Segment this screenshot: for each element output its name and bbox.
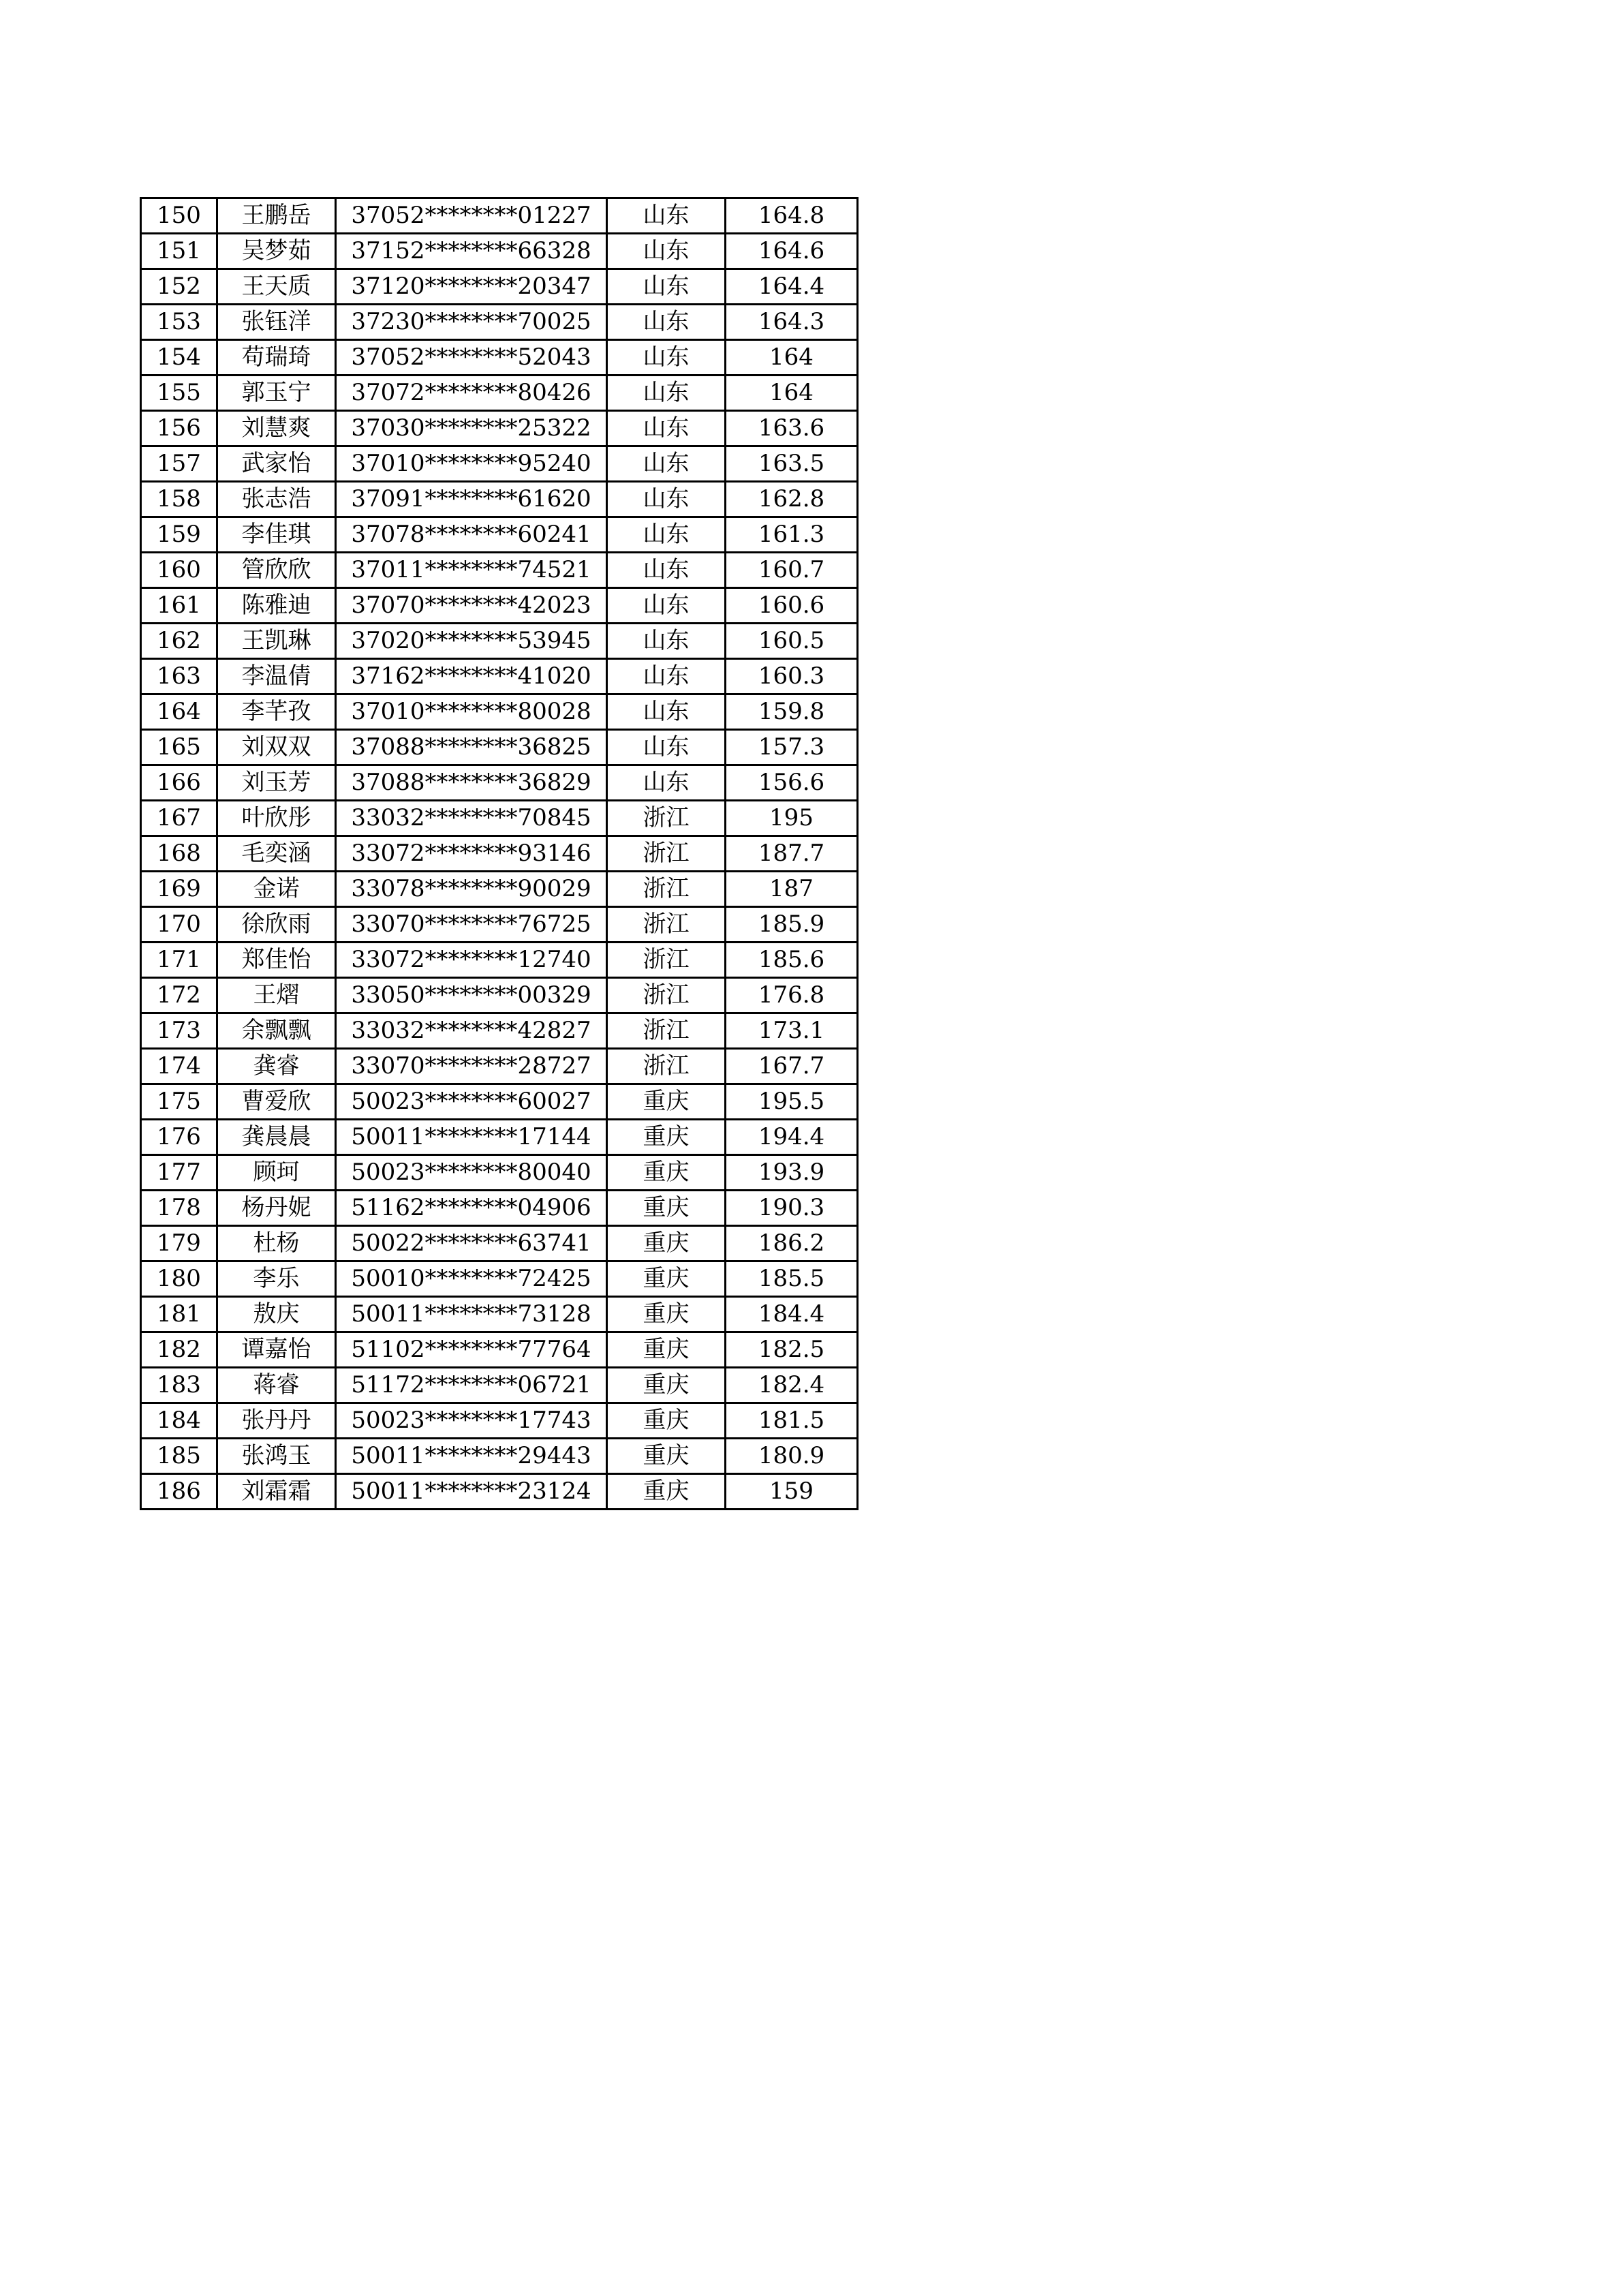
cell-province: 重庆: [607, 1439, 726, 1474]
cell-id-number: 37078********60241: [336, 517, 607, 553]
cell-name: 张钰洋: [217, 305, 336, 340]
cell-name: 刘慧爽: [217, 411, 336, 446]
cell-number: 152: [141, 269, 217, 305]
cell-score: 160.7: [726, 553, 858, 588]
table-row: [141, 730, 858, 765]
cell-score: 195.5: [726, 1084, 858, 1120]
table-row: [141, 446, 858, 482]
cell-score: 185.5: [726, 1261, 858, 1297]
cell-number: 185: [141, 1439, 217, 1474]
cell-province: 重庆: [607, 1297, 726, 1332]
cell-name: 顾珂: [217, 1155, 336, 1191]
cell-province: 山东: [607, 446, 726, 482]
table-row: [141, 801, 858, 836]
cell-id-number: 37011********74521: [336, 553, 607, 588]
cell-name: 李乐: [217, 1261, 336, 1297]
cell-id-number: 37088********36825: [336, 730, 607, 765]
table-row: [141, 1297, 858, 1332]
cell-id-number: 33078********90029: [336, 872, 607, 907]
cell-id-number: 33070********76725: [336, 907, 607, 943]
cell-id-number: 50011********73128: [336, 1297, 607, 1332]
table-row: [141, 1439, 858, 1474]
cell-province: 山东: [607, 305, 726, 340]
cell-id-number: 37070********42023: [336, 588, 607, 624]
cell-score: 156.6: [726, 765, 858, 801]
cell-name: 武家怡: [217, 446, 336, 482]
table-row: [141, 907, 858, 943]
cell-number: 181: [141, 1297, 217, 1332]
cell-name: 陈雅迪: [217, 588, 336, 624]
cell-number: 154: [141, 340, 217, 376]
cell-province: 浙江: [607, 907, 726, 943]
cell-name: 郭玉宁: [217, 376, 336, 411]
cell-score: 160.3: [726, 659, 858, 694]
cell-name: 张志浩: [217, 482, 336, 517]
cell-id-number: 37162********41020: [336, 659, 607, 694]
cell-name: 刘玉芳: [217, 765, 336, 801]
table-row: [141, 659, 858, 694]
cell-id-number: 37030********25322: [336, 411, 607, 446]
cell-number: 164: [141, 694, 217, 730]
table-row: [141, 482, 858, 517]
cell-id-number: 33032********70845: [336, 801, 607, 836]
cell-name: 张丹丹: [217, 1403, 336, 1439]
cell-score: 193.9: [726, 1155, 858, 1191]
cell-id-number: 50022********63741: [336, 1226, 607, 1261]
cell-id-number: 33032********42827: [336, 1013, 607, 1049]
cell-name: 金诺: [217, 872, 336, 907]
cell-score: 176.8: [726, 978, 858, 1013]
table-row: [141, 694, 858, 730]
cell-name: 管欣欣: [217, 553, 336, 588]
cell-id-number: 51102********77764: [336, 1332, 607, 1368]
cell-id-number: 33070********28727: [336, 1049, 607, 1084]
cell-number: 168: [141, 836, 217, 872]
cell-number: 169: [141, 872, 217, 907]
cell-number: 172: [141, 978, 217, 1013]
cell-number: 156: [141, 411, 217, 446]
cell-id-number: 37072********80426: [336, 376, 607, 411]
cell-score: 164.6: [726, 234, 858, 269]
table-row: [141, 269, 858, 305]
table-row: [141, 1226, 858, 1261]
cell-name: 杜杨: [217, 1226, 336, 1261]
cell-province: 重庆: [607, 1332, 726, 1368]
cell-province: 浙江: [607, 978, 726, 1013]
cell-score: 185.6: [726, 943, 858, 978]
cell-score: 187: [726, 872, 858, 907]
cell-province: 山东: [607, 659, 726, 694]
table-row: [141, 198, 858, 234]
cell-number: 163: [141, 659, 217, 694]
cell-score: 182.4: [726, 1368, 858, 1403]
cell-name: 苟瑞琦: [217, 340, 336, 376]
table-row: [141, 765, 858, 801]
cell-id-number: 50011********17144: [336, 1120, 607, 1155]
cell-province: 山东: [607, 482, 726, 517]
cell-id-number: 37088********36829: [336, 765, 607, 801]
cell-number: 174: [141, 1049, 217, 1084]
cell-province: 山东: [607, 765, 726, 801]
table-row: [141, 1368, 858, 1403]
cell-number: 180: [141, 1261, 217, 1297]
cell-name: 王鹏岳: [217, 198, 336, 234]
cell-name: 张鸿玉: [217, 1439, 336, 1474]
cell-number: 179: [141, 1226, 217, 1261]
cell-province: 重庆: [607, 1191, 726, 1226]
table-row: [141, 1403, 858, 1439]
cell-score: 164.8: [726, 198, 858, 234]
table-row: [141, 376, 858, 411]
cell-province: 山东: [607, 234, 726, 269]
cell-name: 李芊孜: [217, 694, 336, 730]
cell-name: 敖庆: [217, 1297, 336, 1332]
cell-id-number: 37091********61620: [336, 482, 607, 517]
cell-province: 浙江: [607, 1013, 726, 1049]
table-row: [141, 1120, 858, 1155]
cell-score: 157.3: [726, 730, 858, 765]
cell-id-number: 50023********60027: [336, 1084, 607, 1120]
cell-id-number: 51162********04906: [336, 1191, 607, 1226]
cell-number: 184: [141, 1403, 217, 1439]
cell-number: 159: [141, 517, 217, 553]
cell-province: 山东: [607, 198, 726, 234]
cell-id-number: 50023********80040: [336, 1155, 607, 1191]
cell-name: 龚睿: [217, 1049, 336, 1084]
cell-number: 175: [141, 1084, 217, 1120]
cell-number: 183: [141, 1368, 217, 1403]
cell-name: 蒋睿: [217, 1368, 336, 1403]
cell-province: 浙江: [607, 1049, 726, 1084]
table-row: [141, 1084, 858, 1120]
cell-id-number: 37010********95240: [336, 446, 607, 482]
cell-name: 徐欣雨: [217, 907, 336, 943]
table-row: [141, 305, 858, 340]
table-row: [141, 1191, 858, 1226]
cell-province: 山东: [607, 269, 726, 305]
cell-score: 162.8: [726, 482, 858, 517]
cell-name: 郑佳怡: [217, 943, 336, 978]
cell-province: 重庆: [607, 1226, 726, 1261]
cell-number: 171: [141, 943, 217, 978]
table-row: [141, 340, 858, 376]
cell-score: 184.4: [726, 1297, 858, 1332]
cell-id-number: 37020********53945: [336, 624, 607, 659]
cell-id-number: 33072********93146: [336, 836, 607, 872]
cell-name: 曹爱欣: [217, 1084, 336, 1120]
cell-id-number: 37052********01227: [336, 198, 607, 234]
cell-number: 177: [141, 1155, 217, 1191]
cell-province: 浙江: [607, 872, 726, 907]
cell-province: 重庆: [607, 1474, 726, 1510]
cell-score: 160.5: [726, 624, 858, 659]
cell-number: 176: [141, 1120, 217, 1155]
cell-number: 150: [141, 198, 217, 234]
cell-score: 161.3: [726, 517, 858, 553]
table-row: [141, 553, 858, 588]
table-row: [141, 411, 858, 446]
table-row: [141, 1013, 858, 1049]
cell-score: 164: [726, 376, 858, 411]
cell-province: 重庆: [607, 1403, 726, 1439]
cell-number: 162: [141, 624, 217, 659]
cell-province: 山东: [607, 624, 726, 659]
cell-name: 吴梦茹: [217, 234, 336, 269]
cell-score: 164: [726, 340, 858, 376]
cell-score: 164.3: [726, 305, 858, 340]
table-row: [141, 1261, 858, 1297]
cell-score: 187.7: [726, 836, 858, 872]
cell-score: 163.6: [726, 411, 858, 446]
cell-number: 158: [141, 482, 217, 517]
table-row: [141, 517, 858, 553]
cell-number: 157: [141, 446, 217, 482]
results-table-body: [141, 198, 858, 1510]
cell-id-number: 37052********52043: [336, 340, 607, 376]
cell-id-number: 50011********23124: [336, 1474, 607, 1510]
cell-id-number: 37120********20347: [336, 269, 607, 305]
cell-province: 山东: [607, 588, 726, 624]
cell-id-number: 51172********06721: [336, 1368, 607, 1403]
table-row: [141, 872, 858, 907]
cell-province: 浙江: [607, 943, 726, 978]
cell-number: 182: [141, 1332, 217, 1368]
cell-score: 159: [726, 1474, 858, 1510]
cell-province: 山东: [607, 730, 726, 765]
cell-score: 190.3: [726, 1191, 858, 1226]
cell-number: 153: [141, 305, 217, 340]
cell-score: 164.4: [726, 269, 858, 305]
cell-province: 重庆: [607, 1120, 726, 1155]
table-row: [141, 234, 858, 269]
cell-number: 155: [141, 376, 217, 411]
cell-province: 山东: [607, 694, 726, 730]
table-row: [141, 836, 858, 872]
cell-score: 163.5: [726, 446, 858, 482]
cell-id-number: 37230********70025: [336, 305, 607, 340]
cell-id-number: 33072********12740: [336, 943, 607, 978]
cell-score: 185.9: [726, 907, 858, 943]
cell-score: 173.1: [726, 1013, 858, 1049]
cell-name: 余飘飘: [217, 1013, 336, 1049]
cell-number: 170: [141, 907, 217, 943]
cell-score: 160.6: [726, 588, 858, 624]
cell-score: 195: [726, 801, 858, 836]
results-table: [140, 197, 859, 1510]
table-row: [141, 1155, 858, 1191]
cell-score: 186.2: [726, 1226, 858, 1261]
cell-province: 重庆: [607, 1368, 726, 1403]
cell-name: 李佳琪: [217, 517, 336, 553]
cell-name: 王天质: [217, 269, 336, 305]
cell-name: 李温倩: [217, 659, 336, 694]
cell-score: 181.5: [726, 1403, 858, 1439]
table-row: [141, 624, 858, 659]
cell-province: 山东: [607, 517, 726, 553]
cell-number: 151: [141, 234, 217, 269]
cell-province: 浙江: [607, 836, 726, 872]
cell-number: 167: [141, 801, 217, 836]
table-row: [141, 1332, 858, 1368]
cell-number: 173: [141, 1013, 217, 1049]
cell-name: 王凯琳: [217, 624, 336, 659]
cell-name: 刘霜霜: [217, 1474, 336, 1510]
cell-id-number: 37010********80028: [336, 694, 607, 730]
cell-number: 166: [141, 765, 217, 801]
cell-province: 山东: [607, 553, 726, 588]
table-row: [141, 588, 858, 624]
cell-number: 165: [141, 730, 217, 765]
cell-name: 王熠: [217, 978, 336, 1013]
cell-name: 谭嘉怡: [217, 1332, 336, 1368]
cell-name: 龚晨晨: [217, 1120, 336, 1155]
table-row: [141, 1474, 858, 1510]
cell-score: 194.4: [726, 1120, 858, 1155]
cell-province: 重庆: [607, 1261, 726, 1297]
cell-id-number: 33050********00329: [336, 978, 607, 1013]
cell-province: 浙江: [607, 801, 726, 836]
cell-name: 叶欣彤: [217, 801, 336, 836]
cell-province: 山东: [607, 411, 726, 446]
cell-score: 180.9: [726, 1439, 858, 1474]
cell-score: 167.7: [726, 1049, 858, 1084]
cell-name: 刘双双: [217, 730, 336, 765]
cell-number: 186: [141, 1474, 217, 1510]
table-row: [141, 978, 858, 1013]
cell-score: 182.5: [726, 1332, 858, 1368]
cell-id-number: 37152********66328: [336, 234, 607, 269]
cell-number: 160: [141, 553, 217, 588]
cell-province: 山东: [607, 376, 726, 411]
cell-province: 重庆: [607, 1155, 726, 1191]
cell-name: 毛奕涵: [217, 836, 336, 872]
cell-id-number: 50011********29443: [336, 1439, 607, 1474]
cell-province: 重庆: [607, 1084, 726, 1120]
table-row: [141, 943, 858, 978]
cell-number: 178: [141, 1191, 217, 1226]
cell-province: 山东: [607, 340, 726, 376]
table-row: [141, 1049, 858, 1084]
cell-id-number: 50023********17743: [336, 1403, 607, 1439]
cell-id-number: 50010********72425: [336, 1261, 607, 1297]
cell-score: 159.8: [726, 694, 858, 730]
cell-number: 161: [141, 588, 217, 624]
cell-name: 杨丹妮: [217, 1191, 336, 1226]
